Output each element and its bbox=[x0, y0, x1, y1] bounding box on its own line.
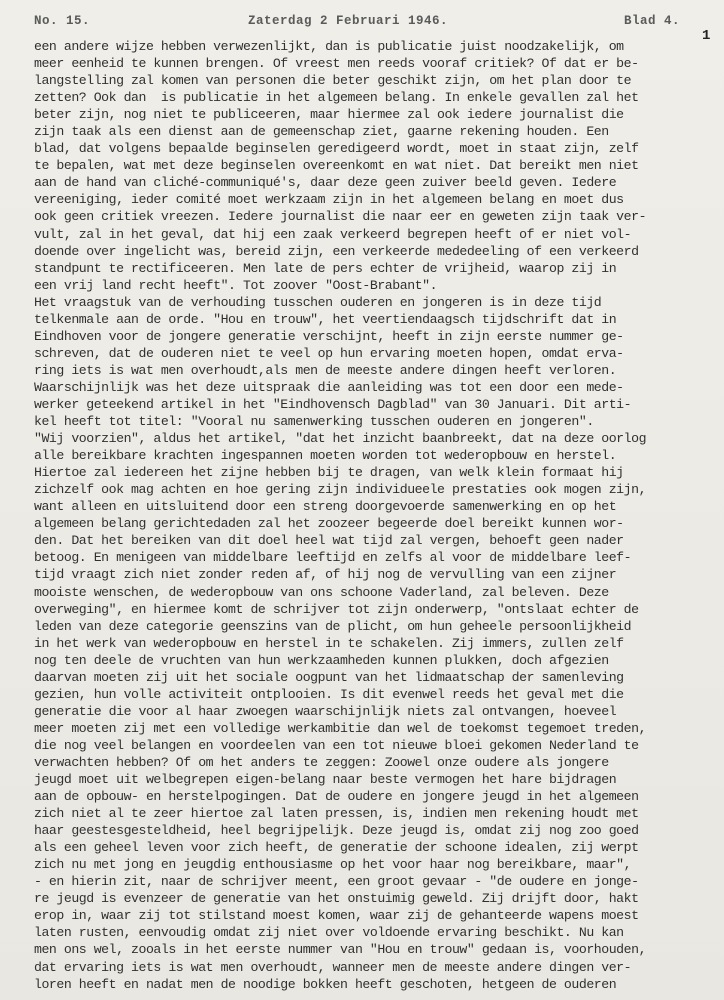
text-line: Het vraagstuk van de verhouding tusschen ouderen en jongeren is in deze tijd bbox=[34, 294, 602, 310]
text-line: jeugd moet uit welbegrepen eigen-belang naar beste vermogen het hare bijdragen bbox=[34, 772, 617, 788]
text-line: in het werk van wederopbouw en herstel in te schakelen. Zij immers, zullen zelf bbox=[34, 635, 624, 651]
text-line: nog ten deele de vruchten van hun werkzaamheden kunnen plukken, doch afgezien bbox=[34, 652, 609, 668]
text-line: beter zijn, nog niet te publiceeren, maar hiermee zal ook iedere journalist die bbox=[34, 107, 624, 123]
text-line: laten rusten, eenvoudig omdat zij niet over voldoende ervaring beschikt. Nu kan bbox=[34, 925, 624, 941]
page-number: Blad 4. bbox=[624, 14, 681, 28]
text-line: haar geestesgesteldheid, heel begrijpelijk. Deze jeugd is, omdat zij nog zoo goed bbox=[34, 823, 639, 839]
text-line: blad, dat volgens bepaalde beginselen geredigeerd wordt, moet in staat zijn, zelf bbox=[34, 141, 639, 157]
text-line: vult, zal in het geval, dat hij een zaak verkeerd begrepen heeft of er niet vol- bbox=[34, 226, 632, 242]
issue-date: Zaterdag 2 Februari 1946. bbox=[248, 14, 449, 28]
text-line: mooiste wenschen, de wederopbouw van ons schoone Vaderland, zal beleven. Deze bbox=[34, 584, 609, 600]
text-line: erop in, waar zij tot stilstand moest komen, waar zij de gehanteerde wapens moest bbox=[34, 908, 639, 924]
text-line: betoog. En menigeen van middelbare leeftijd en zelfs al voor de middelbare leef- bbox=[34, 550, 632, 566]
text-line: aan de hand van cliché-communiqué's, daar deze geen zuiver beeld geven. Iedere bbox=[34, 175, 617, 191]
text-line: zijn taak als een dienst aan de gemeenschap ziet, gaarne rekening houden. Een bbox=[34, 124, 609, 140]
text-line: den. Dat het bereiken van dit doel heel wat tijd zal vergen, behoeft geen nader bbox=[34, 533, 624, 549]
text-line: leden van deze categorie geenszins van de plicht, om hun geheele persoonlijkheid bbox=[34, 618, 632, 634]
text-line: ring iets is wat men overhoudt,als men de meeste andere dingen heeft verloren. bbox=[34, 362, 617, 378]
text-line: verwachten hebben? Of om het anders te zeggen: Zoowel onze oudere als jongere bbox=[34, 754, 609, 770]
text-line: zich niet al te zeer hiertoe zal laten pressen, is, indien men rekening houdt met bbox=[34, 806, 639, 822]
text-line: zichzelf ook mag achten en hoe gering zijn individueele prestaties ook mogen zijn, bbox=[34, 482, 647, 498]
text-line: loren heeft en nadat men de noodige bokken heeft geschoten, hetgeen de ouderen bbox=[34, 976, 617, 992]
typewritten-body bbox=[34, 38, 694, 993]
text-line: meer eenheid te kunnen brengen. Of vreest men reeds vooraf critiek? Of dat er be- bbox=[34, 56, 639, 72]
text-line: men ons wel, zooals in het eerste nummer van "Hou en trouw" gedaan is, voorhouden, bbox=[34, 942, 647, 958]
text-line: langstelling zal komen van personen die beter geschikt zijn, om het plan door te bbox=[34, 73, 632, 89]
text-line: meer moeten zij met een volledige werkambitie dan wel de toekomst tegemoet treden, bbox=[34, 720, 647, 736]
text-line: doende over ingelicht was, bereid zijn, een verkeerde mededeeling of een verkeerd bbox=[34, 243, 639, 259]
text-line: aan de opbouw- en herstelpogingen. Dat de oudere en jongere jeugd in het algemeen bbox=[34, 789, 639, 805]
text-line: algemeen belang gerichtedaden zal het zoozeer begeerde doel bereikt kunnen wor- bbox=[34, 516, 624, 532]
text-line: re jeugd is evenzeer de generatie van het onstuimig geweld. Zij drijft door, hakt bbox=[34, 891, 639, 907]
text-line: zetten? Ook dan is publicatie in het algemeen belang. In enkele gevallen zal het bbox=[34, 90, 639, 106]
text-line: Eindhoven voor de jongere generatie verschijnt, heeft in zijn eerste nummer ge- bbox=[34, 328, 624, 344]
text-line: een andere wijze hebben verwezenlijkt, dan is publicatie juist noodzakelijk, om bbox=[34, 39, 624, 54]
text-line: te bepalen, wat met deze beginselen overeenkomt en wat niet. Dat bereikt men niet bbox=[34, 158, 639, 174]
text-line: dat ervaring iets is wat men overhoudt, wanneer men de meeste andere dingen ver- bbox=[34, 959, 632, 975]
text-line: Hiertoe zal iedereen het zijne hebben bij te dragen, van welk klein formaat hij bbox=[34, 465, 624, 481]
text-line: vereeniging, ieder comité moet werkzaam zijn in het algemeen belang en moet dus bbox=[34, 192, 624, 208]
text-line: gezien, hun volle activiteit ontplooien. Is dit evenwel reeds het geval met die bbox=[34, 686, 624, 702]
text-line: daarvan moeten zij uit het sociale oogpunt van het lidmaatschap der samenleving bbox=[34, 669, 624, 685]
text-line: overweging", en hiermee komt de schrijver tot zijn onderwerp, "ontslaat echter de bbox=[34, 601, 639, 617]
text-line: die nog veel belangen en voordeelen van een tot nieuwe bloei gekomen Nederland te bbox=[34, 737, 639, 753]
text-line: schreven, dat de ouderen niet te veel op hun ervaring moeten hopen, omdat erva- bbox=[34, 345, 624, 361]
text-line: alle bereikbare krachten ingespannen moeten worden tot wederopbouw en herstel. bbox=[34, 448, 617, 464]
text-line: als een geheel leven voor zich heeft, de generatie der schoone idealen, zij werpt bbox=[34, 840, 639, 856]
text-line: zich nu met jong en jeugdig enthousiasme op het voor haar nog bereikbare, maar", bbox=[34, 857, 632, 873]
page-header bbox=[34, 14, 684, 32]
text-line: tijd vraagt zich niet zonder reden af, of hij nog de vervulling van een zijner bbox=[34, 567, 617, 583]
text-line: Waarschijnlijk was het deze uitspraak die aanleiding was tot een door een mede- bbox=[34, 379, 624, 395]
text-line: telkenmale aan de orde. "Hou en trouw", het veertiendaagsch tijdschrift dat in bbox=[34, 311, 617, 327]
text-line: standpunt te rectificeeren. Men late de pers echter de vrijheid, waarop zij in bbox=[34, 260, 617, 276]
text-line: een vrij land recht heeft". Tot zoover "Oost-Brabant". bbox=[34, 277, 438, 293]
text-line: ook geen critiek vreezen. Iedere journalist die naar eer en geweten zijn taak ver- bbox=[34, 209, 647, 225]
text-line: generatie die voor al haar zwoegen waarschijnlijk niets zal ontvangen, hoeveel bbox=[34, 703, 617, 719]
issue-number: No. 15. bbox=[34, 14, 91, 28]
text-line: kel heeft tot titel: "Vooral nu samenwerking tusschen ouderen en jongeren". bbox=[34, 414, 594, 430]
text-line: werker geteekend artikel in het "Eindhovensch Dagblad" van 30 Januari. Dit arti- bbox=[34, 396, 632, 412]
text-line: want alleen en uitsluitend door een streng doorgevoerde samenwerking en op het bbox=[34, 499, 617, 515]
text-line: - en hierin zit, naar de schrijver meent, een groot gevaar - "de oudere en jonge- bbox=[34, 874, 639, 890]
text-line: "Wij voorzien", aldus het artikel, "dat het inzicht baanbreekt, dat na deze oorlog bbox=[34, 431, 647, 447]
corner-mark: 1 bbox=[702, 28, 711, 44]
